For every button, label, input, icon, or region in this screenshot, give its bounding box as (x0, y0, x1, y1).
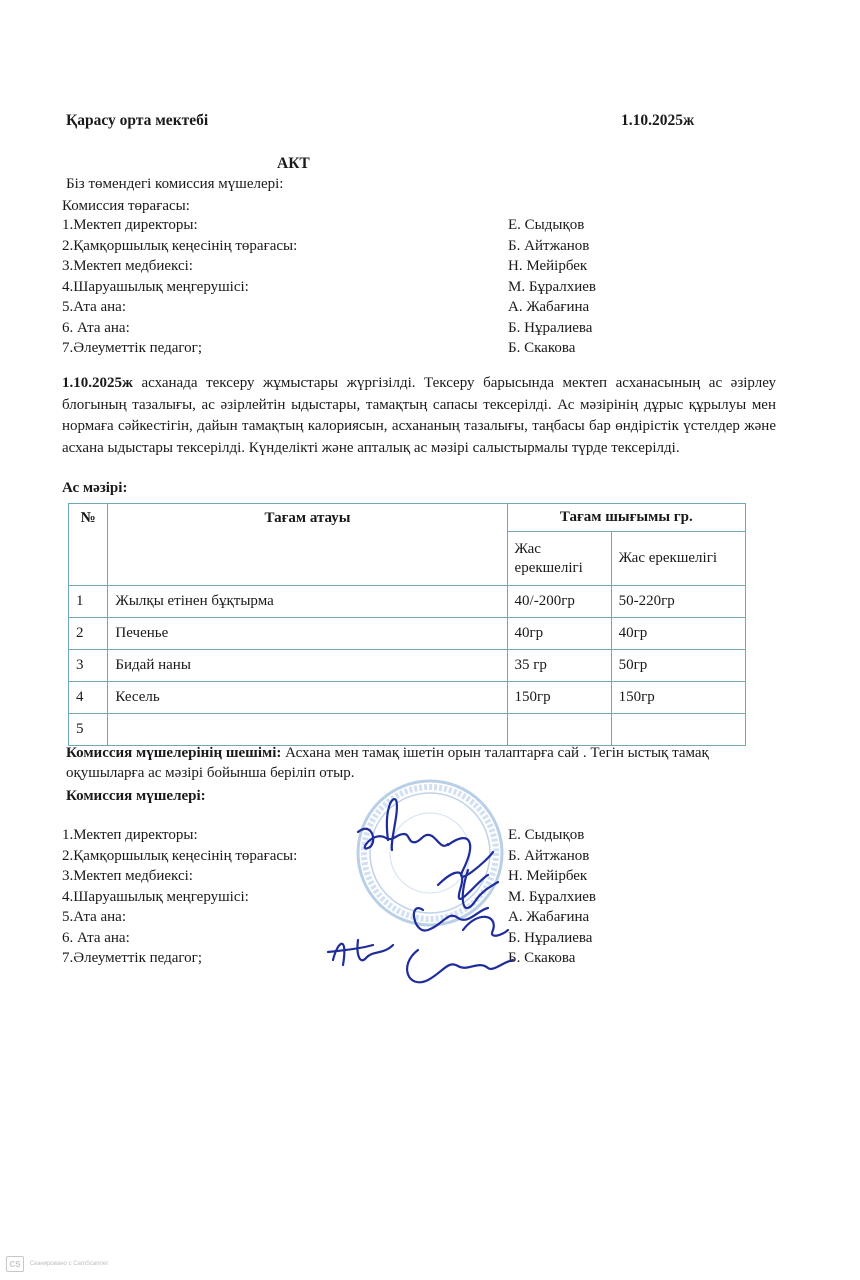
col-age-b-header: Жас ерекшелігі (611, 532, 745, 586)
menu-row-name: Жылқы етінен бұқтырма (108, 586, 507, 618)
menu-row-b (611, 714, 745, 746)
member-name: Н. Мейірбек (508, 868, 588, 884)
menu-row-num: 3 (69, 650, 108, 682)
menu-header-row (69, 504, 746, 532)
commission-row (62, 297, 622, 318)
member-role: 7.Әлеуметтік педагог; (62, 340, 202, 356)
commission-row (62, 256, 622, 277)
decision-text: Асхана мен тамақ ішетін орын талаптарға сай . Тегін ыстық тамақ оқушыларға ас мәзірі бойынша беріліп отыр. (66, 745, 709, 781)
chair-label: Комиссия төрағасы: (62, 198, 190, 214)
member-role: 4.Шаруашылық меңгерушісі: (62, 278, 249, 295)
handwritten-signatures (318, 790, 538, 1000)
paragraph-date: 1.10.2025ж (62, 375, 133, 391)
member-role: 5.Ата ана: (62, 299, 126, 315)
member-role: 4.Шаруашылық меңгерушісі: (62, 888, 249, 905)
member-name: Б. Скакова (508, 340, 576, 356)
menu-row-num: 4 (69, 682, 108, 714)
member-name: Б. Нұралиева (508, 929, 593, 946)
commission-row (62, 277, 622, 298)
col-num-header: № (69, 504, 108, 586)
intro-text: Біз төмендегі комиссия мүшелері: (66, 176, 284, 192)
decision-label: Комиссия мүшелерінің шешімі: (66, 745, 282, 761)
menu-row-a: 35 гр (507, 650, 611, 682)
menu-row-name: Кесель (108, 682, 507, 714)
paragraph-text: асханада тексеру жұмыстары жүргізілді. Тексеру барысында мектеп асханасының ас әзірлеу блогының тазалығы, ас әзірлейтін ыдыстары, тамақтың сапасы тексерілді. Ас мәзірінің дұрыс құрылуы мен нормаға сәйкестігін, дайын тамақтың калориясын, асхананың тазалығы, таңбасы бар өндірістік үстелдер және асхана ыдыстары тексерілді. Күнделікті және апталық ас мәзірі салыстырмалы түрде тексерілді. (62, 375, 776, 456)
member-name: А. Жабағина (508, 299, 590, 315)
menu-row-a: 40/-200гр (507, 586, 611, 618)
member-role: 3.Мектеп медбиексі: (62, 258, 193, 274)
commission-list (62, 215, 622, 359)
menu-row (69, 682, 746, 714)
col-name-header: Тағам атауы (108, 504, 507, 586)
member-name: Е. Сыдықов (508, 827, 585, 843)
commission-row (62, 338, 622, 359)
commission-decision (66, 743, 786, 783)
menu-row-name: Печенье (108, 618, 507, 650)
menu-table (68, 503, 746, 746)
commission-row (62, 318, 622, 339)
member-role: 2.Қамқоршылық кеңесінің төрағасы: (62, 237, 298, 254)
member-name: М. Бұралхиев (508, 278, 596, 295)
member-role: 6. Ата ана: (62, 929, 130, 946)
menu-row-name (108, 714, 507, 746)
menu-row-b: 50-220гр (611, 586, 745, 618)
menu-row-num: 1 (69, 586, 108, 618)
col-age-a-header: Жас ерекшелігі (507, 532, 611, 586)
member-name: Б. Нұралиева (508, 319, 593, 336)
col-output-header: Тағам шығымы гр. (507, 504, 745, 532)
watermark-text: Сканировано с CamScanner (30, 1261, 109, 1267)
menu-row-a: 40гр (507, 618, 611, 650)
school-name: Қарасу орта мектебі (66, 112, 209, 129)
member-name: А. Жабағина (508, 909, 590, 925)
menu-row-num: 2 (69, 618, 108, 650)
menu-row-a: 150гр (507, 682, 611, 714)
menu-row-name: Бидай наны (108, 650, 507, 682)
menu-row (69, 618, 746, 650)
menu-row-b: 50гр (611, 650, 745, 682)
members-label: Комиссия мүшелері: (66, 788, 206, 804)
member-name: Б. Айтжанов (508, 237, 590, 254)
menu-label: Ас мәзірі: (62, 480, 128, 496)
member-role: 2.Қамқоршылық кеңесінің төрағасы: (62, 847, 298, 864)
member-role: 3.Мектеп медбиексі: (62, 868, 193, 884)
member-role: 1.Мектеп директоры: (62, 827, 198, 843)
scanner-watermark (6, 1256, 108, 1272)
member-role: 7.Әлеуметтік педагог; (62, 950, 202, 966)
document-title: АКТ (277, 155, 310, 172)
commission-row (62, 215, 622, 236)
inspection-paragraph (62, 373, 776, 459)
member-name: М. Бұралхиев (508, 888, 596, 905)
document-date: 1.10.2025ж (621, 112, 695, 129)
member-role: 6. Ата ана: (62, 319, 130, 336)
menu-row-a (507, 714, 611, 746)
menu-row (69, 650, 746, 682)
menu-row-b: 40гр (611, 618, 745, 650)
member-name: Е. Сыдықов (508, 217, 585, 233)
camscanner-logo-icon: CS (6, 1256, 24, 1272)
member-name: Б. Скакова (508, 950, 576, 966)
menu-row (69, 586, 746, 618)
member-role: 5.Ата ана: (62, 909, 126, 925)
commission-row (62, 236, 622, 257)
member-role: 1.Мектеп директоры: (62, 217, 198, 233)
menu-row-b: 150гр (611, 682, 745, 714)
menu-row (69, 714, 746, 746)
menu-row-num: 5 (69, 714, 108, 746)
member-name: Б. Айтжанов (508, 847, 590, 864)
member-name: Н. Мейірбек (508, 258, 588, 274)
